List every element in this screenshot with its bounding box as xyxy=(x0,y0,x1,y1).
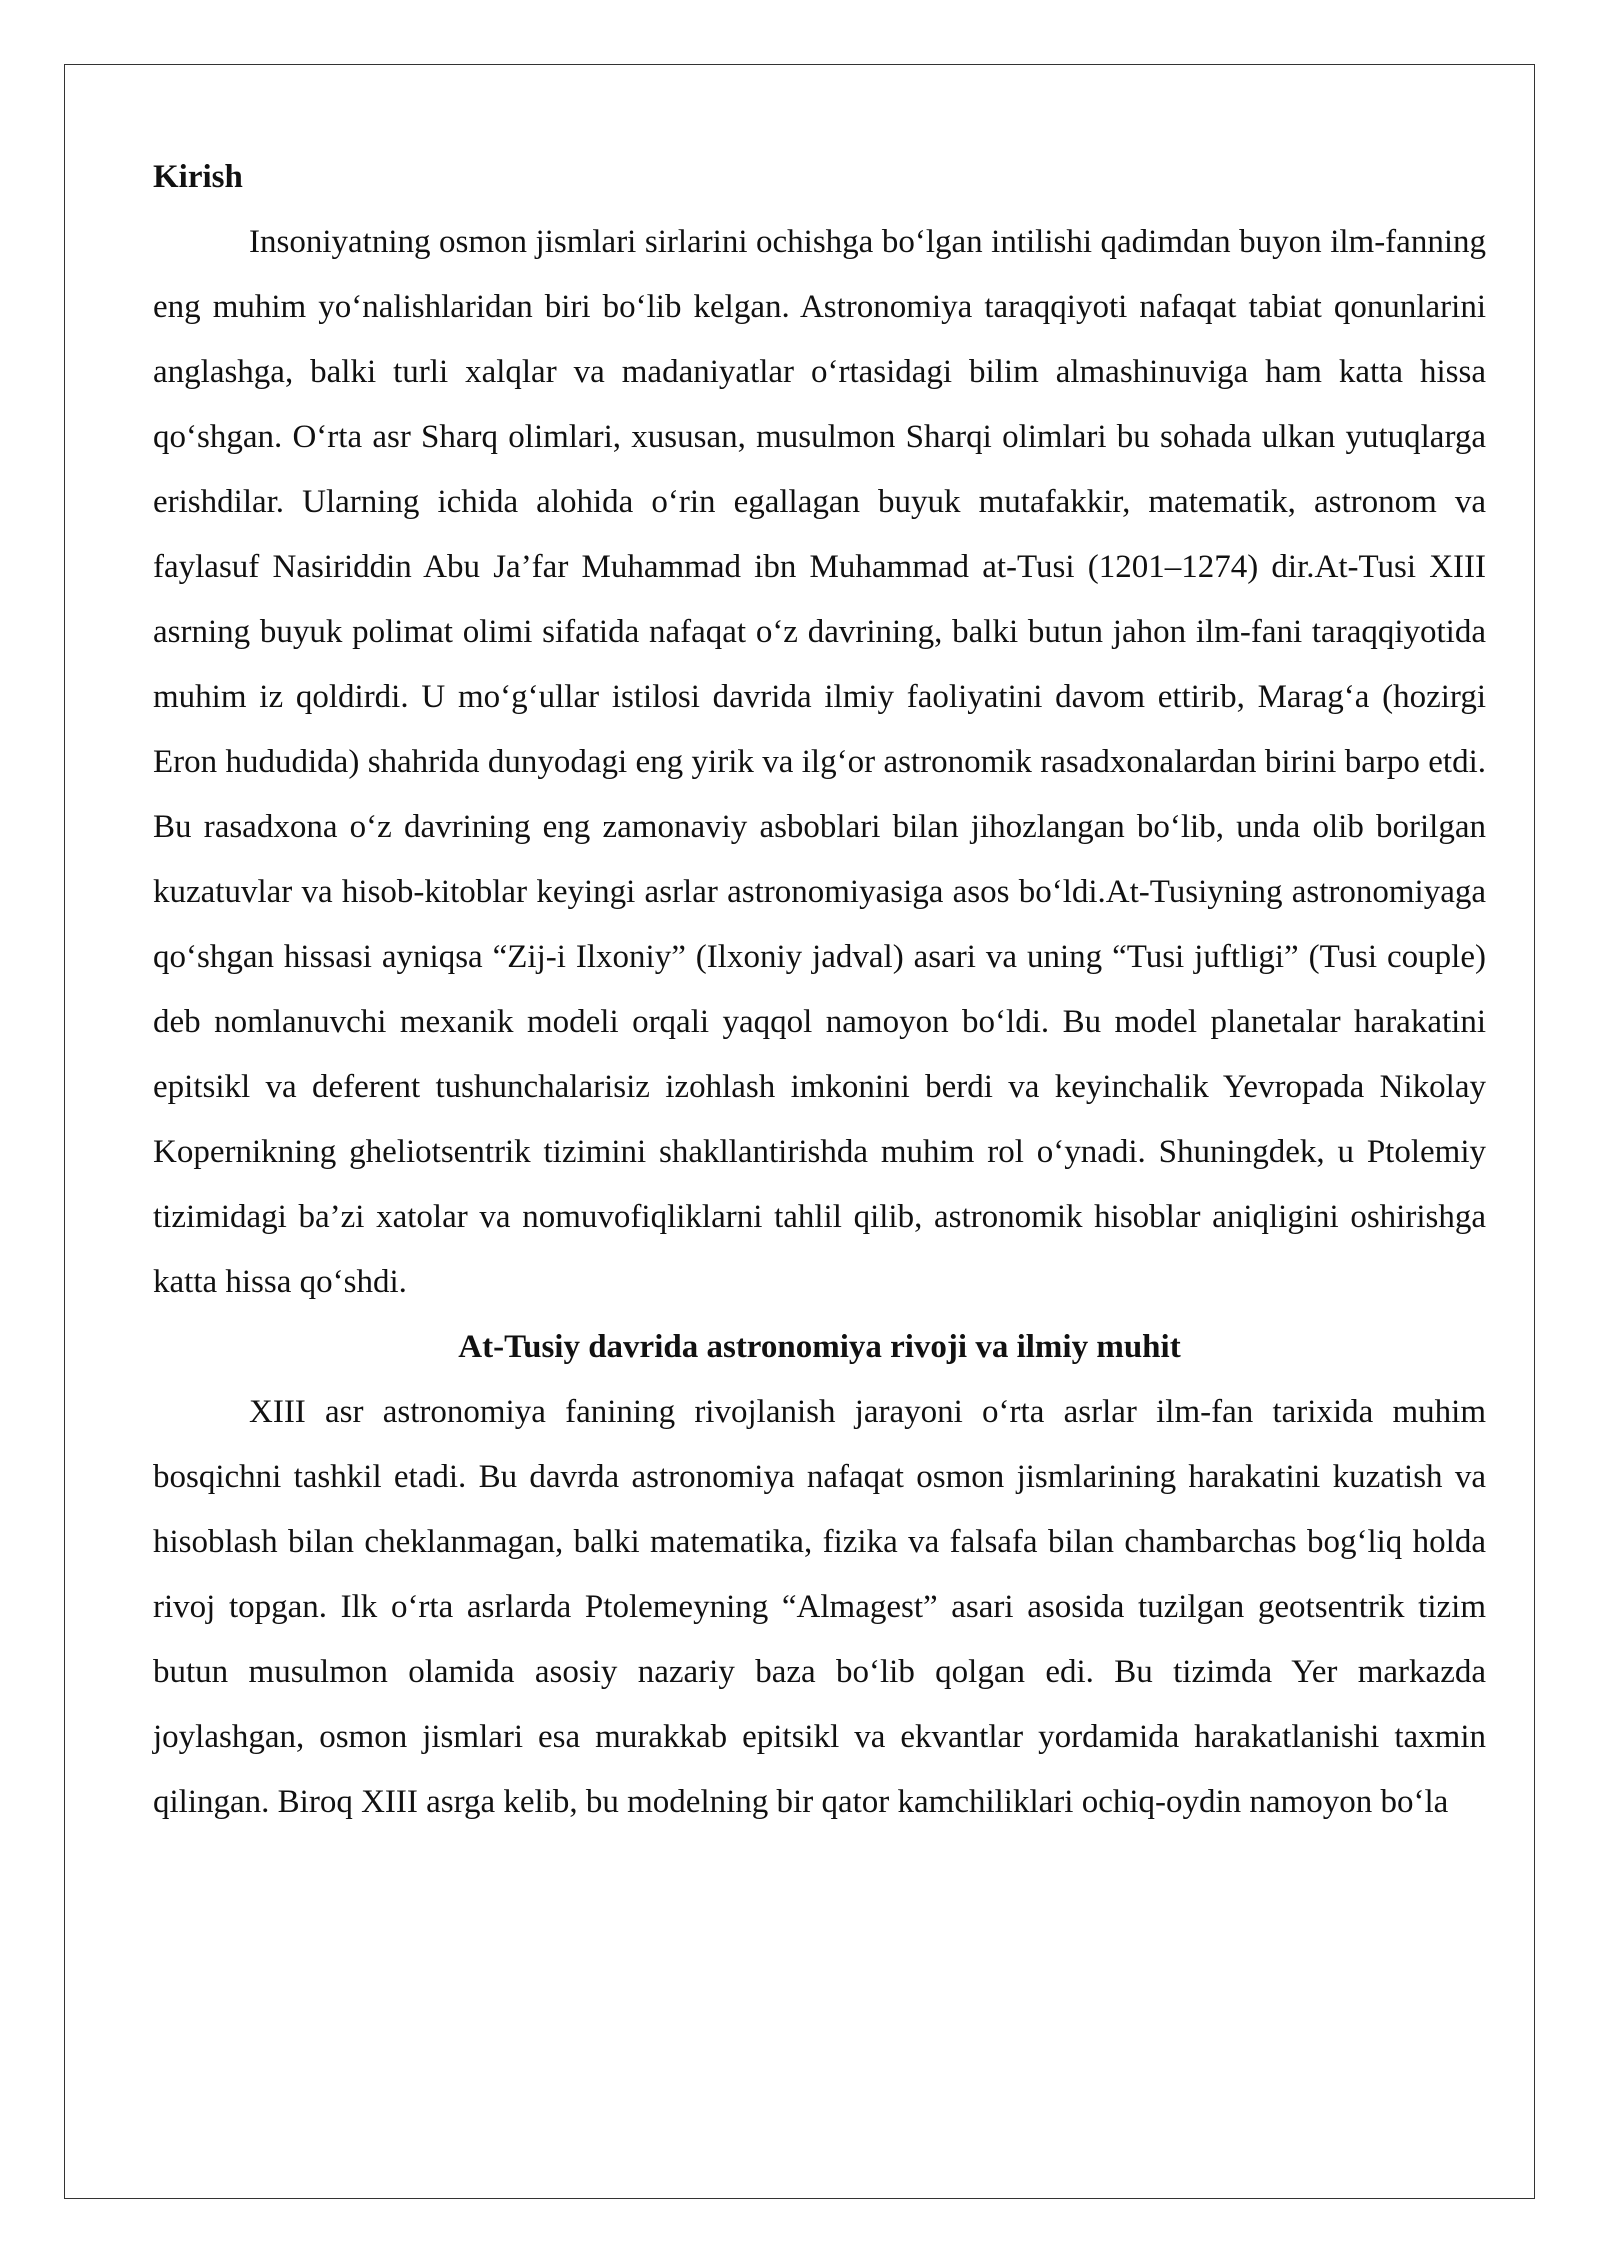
section-heading-astronomy-development: At-Tusiy davrida astronomiya rivoji va ilmiy muhit xyxy=(458,1329,1181,1365)
document-body xyxy=(153,145,1486,1835)
astronomy-development-paragraph: XIII asr astronomiya fanining rivojlanish jarayoni o‘rta asrlar ilm-fan tarixida muhim bosqichni tashkil etadi. Bu davrda astronomiya nafaqat osmon jismlarining harakatini kuzatish va hisoblash bilan cheklanmagan, balki matematika, fizika va falsafa bilan chambarchas bog‘liq holda rivoj topgan. Ilk o‘rta asrlarda Ptolemeyning “Almagest” asari asosida tuzilgan geotsentrik tizim butun musulmon olamida asosiy nazariy baza bo‘lib qolgan edi. Bu tizimda Yer markazda joylashgan, osmon jismlari esa murakkab epitsikl va ekvantlar yordamida harakatlanishi taxmin qilingan. Biroq XIII asrga kelib, bu modelning bir qator kamchiliklari ochiq-oydin namoyon bo‘la xyxy=(153,1394,1486,1820)
intro-paragraph: Insoniyatning osmon jismlari sirlarini ochishga bo‘lgan intilishi qadimdan buyon ilm-fanning eng muhim yo‘nalishlaridan biri bo‘lib kelgan. Astronomiya taraqqiyoti nafaqat tabiat qonunlarini anglashga, balki turli xalqlar va madaniyatlar o‘rtasidagi bilim almashinuviga ham katta hissa qo‘shgan. O‘rta asr Sharq olimlari, xususan, musulmon Sharqi olimlari bu sohada ulkan yutuqlarga erishdilar. Ularning ichida alohida o‘rin egallagan buyuk mutafakkir, matematik, astronom va faylasuf Nasiriddin Abu Ja’far Muhammad ibn Muhammad at-Tusi (1201–1274) dir.At-Tusi XIII asrning buyuk polimat olimi sifatida nafaqat o‘z davrining, balki butun jahon ilm-fani taraqqiyotida muhim iz qoldirdi. U mo‘g‘ullar istilosi davrida ilmiy faoliyatini davom ettirib, Marag‘a (hozirgi Eron hududida) shahrida dunyodagi eng yirik va ilg‘or astronomik rasadxonalardan birini barpo etdi. Bu rasadxona o‘z davrining eng zamonaviy asboblari bilan jihozlangan bo‘lib, unda olib borilgan kuzatuvlar va hisob-kitoblar keyingi asrlar astronomiyasiga asos bo‘ldi.At-Tusiyning astronomiyaga qo‘shgan hissasi ayniqsa “Zij-i Ilxoniy” (Ilxoniy jadval) asari va uning “Tusi juftligi” (Tusi couple) deb nomlanuvchi mexanik modeli orqali yaqqol namoyon bo‘ldi. Bu model planetalar harakatini epitsikl va deferent tushunchalarisiz izohlash imkonini berdi va keyinchalik Yevropada Nikolay Kopernikning gheliotsentrik tizimini shakllantirishda muhim rol o‘ynadi. Shuningdek, u Ptolemiy tizimidagi ba’zi xatolar va nomuvofiqliklarni tahlil qilib, astronomik hisoblar aniqligini oshirishga katta hissa qo‘shdi. xyxy=(153,224,1486,1300)
section-heading-kirish: Kirish xyxy=(153,159,243,195)
